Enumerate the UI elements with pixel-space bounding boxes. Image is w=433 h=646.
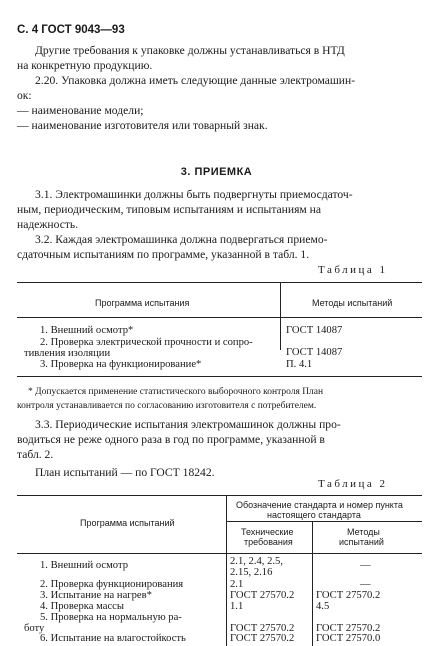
table1-top-rule <box>17 282 422 283</box>
table2-cell: 6. Испытание на влагостойкость <box>40 633 186 644</box>
table2-cell: 2.15, 2.16 <box>230 567 273 578</box>
paragraph-line: надежность. <box>17 218 79 231</box>
table1-cell: 2. Проверка электрической прочности и сопро- <box>40 337 253 348</box>
section-title: 3. ПРИЕМКА <box>180 166 253 178</box>
table2-cell: боту <box>24 623 45 634</box>
table1-column-divider <box>280 282 281 350</box>
table2-header-rule <box>17 553 422 554</box>
intro-line: ок: <box>17 89 32 102</box>
bullet-item: — наименование изготовителя или товарный знак. <box>17 119 268 132</box>
table2-header-methods: Методы <box>347 527 380 537</box>
table1-header-program: Программа испытания <box>95 298 190 308</box>
table2-cell: ГОСТ 27570.0 <box>316 633 381 644</box>
table2-cell: 2.1 <box>230 579 244 590</box>
bullet-item: — наименование модели; <box>17 104 144 117</box>
table2-header-requirements: Технические <box>241 527 294 537</box>
paragraph-line: водиться не реже одного раза в год по программе, указанной в <box>17 433 325 446</box>
table2-cell: ГОСТ 27570.2 <box>316 623 381 634</box>
table1-header-rule <box>17 317 422 318</box>
paragraph-line: ным, периодическим, типовым испытаниям и испытаниям на <box>17 203 322 216</box>
paragraph-line: 3.2. Каждая электромашинка должна подвергаться приемо- <box>35 233 328 246</box>
table2-caption: Таблица 2 <box>318 478 388 490</box>
table1-header-methods: Методы испытаний <box>312 298 393 308</box>
intro-line: на конкретную продукцию. <box>17 59 153 72</box>
plan-line: План испытаний — по ГОСТ 18242. <box>35 466 215 479</box>
table2-cell: ГОСТ 27570.2 <box>230 590 295 601</box>
paragraph-line: 3.3. Периодические испытания электромашинок должны про- <box>35 418 341 431</box>
table2-group-rule <box>226 521 422 522</box>
intro-line: Другие требования к упаковке должны устанавливаться в НТД <box>35 44 345 57</box>
footnote-line: * Допускается применение статистического выборочного контроля План <box>28 387 324 397</box>
table2-cell: 4.5 <box>316 601 330 612</box>
table1-cell: 1. Внешний осмотр* <box>40 325 134 336</box>
table2-cell: 1.1 <box>230 601 244 612</box>
table2-cell: 4. Проверка массы <box>40 601 124 612</box>
paragraph-line: сдаточным испытаниям по программе, указанной в табл. 1. <box>17 248 310 261</box>
table2-cell: — <box>360 579 371 590</box>
table1-cell: П. 4.1 <box>286 359 313 370</box>
table2-header-group: Обозначение стандарта и номер пункта <box>236 500 403 510</box>
table2-cell: ГОСТ 27570.2 <box>230 623 295 634</box>
table2-cell: 1. Внешний осмотр <box>40 560 129 571</box>
table2-cell: 2.1, 2.4, 2.5, <box>230 556 283 567</box>
table2-cell: 5. Проверка на нормальную ра- <box>40 612 182 623</box>
paragraph-line: 3.1. Электромашинки должны быть подвергнуты приемосдаточ- <box>35 188 353 201</box>
table2-cell: 3. Испытание на нагрев* <box>40 590 152 601</box>
table1-cell: тивления изоляции <box>24 348 111 359</box>
paragraph-line: табл. 2. <box>17 448 54 461</box>
table2-header-program: Программа испытаний <box>80 518 175 528</box>
table2-subcolumn-divider <box>312 553 313 646</box>
table2-cell: ГОСТ 27570.2 <box>230 633 295 644</box>
table2-cell: ГОСТ 27570.2 <box>316 590 381 601</box>
page-header: С. 4 ГОСТ 9043—93 <box>17 24 125 36</box>
table2-header-requirements: требования <box>244 537 293 547</box>
table2-header-methods: испытаний <box>339 537 384 547</box>
table2-header-group: настоящего стандарта <box>267 510 361 520</box>
table1-cell: 3. Проверка на функционирование* <box>40 359 202 370</box>
table2-cell: 2. Проверка функционирования <box>40 579 184 590</box>
table2-column-divider <box>226 553 227 646</box>
table1-cell: ГОСТ 14087 <box>286 325 343 336</box>
table1-bottom-rule <box>17 376 422 377</box>
intro-line: 2.20. Упаковка должна иметь следующие данные электромашин- <box>35 74 356 87</box>
table2-cell: — <box>360 560 371 571</box>
table1-caption: Таблица 1 <box>318 264 388 276</box>
footnote-line: контроля устанавливается по согласованию изготовителя с потребителем. <box>17 401 317 411</box>
table1-cell: ГОСТ 14087 <box>286 347 343 358</box>
table2-top-rule <box>17 495 422 496</box>
